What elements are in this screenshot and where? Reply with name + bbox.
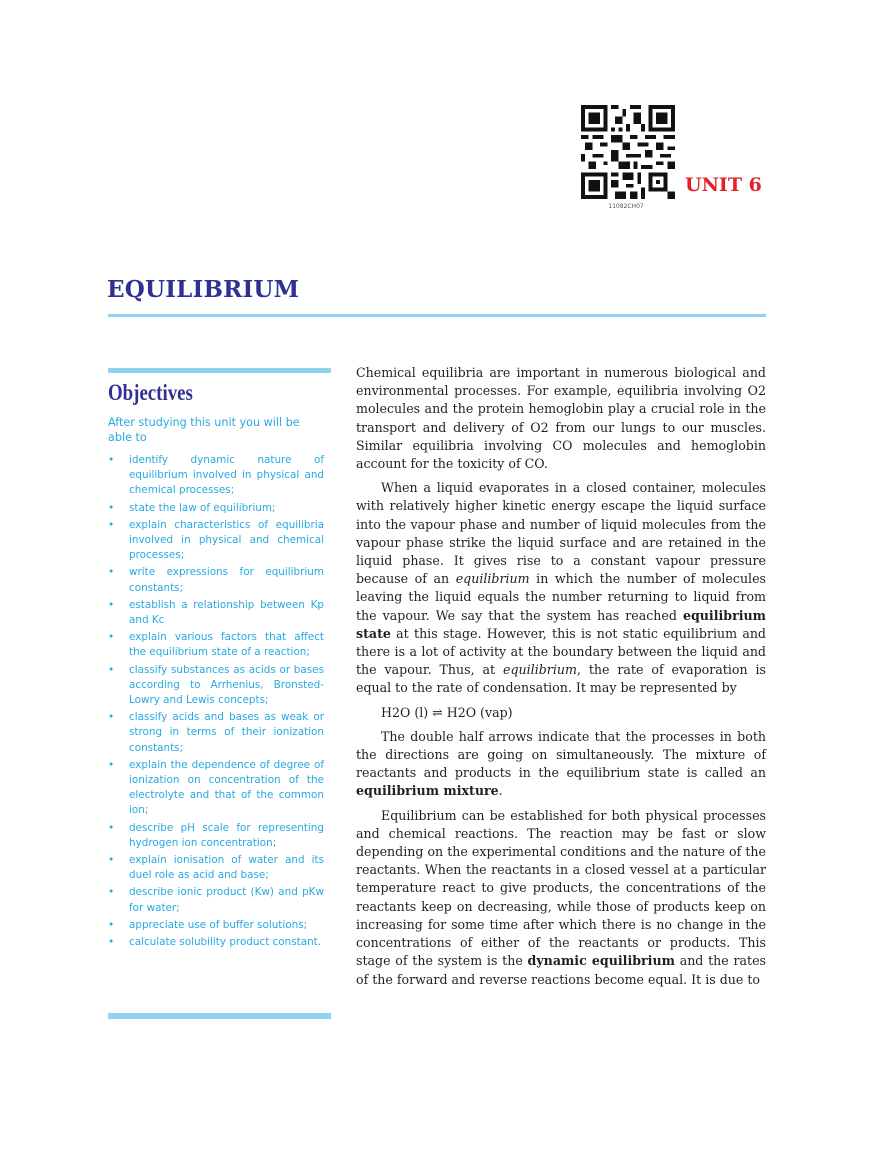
italic-term: equilibrium bbox=[503, 662, 577, 678]
paragraph-2-text: at this stage. However, this is not static equilibrium and there is a lot of activity at the boundary between the liquid and the vapour. Thus, at bbox=[356, 625, 766, 678]
paragraph-4 bbox=[356, 807, 766, 989]
objective-item bbox=[108, 663, 324, 709]
qr-code-image bbox=[581, 105, 675, 199]
bullet-icon: • bbox=[108, 821, 115, 834]
objective-text: identify dynamic nature of equilibrium involved in physical and chemical processes; bbox=[129, 454, 324, 497]
objective-item bbox=[108, 565, 324, 595]
paragraph-4-text: Equilibrium can be established for both physical processes and chemical reactions. The reaction may be fast or slow depending on the experimental conditions and the nature of the reactants. When the reactants in a closed vessel at a particular temperature react to give products, the concentrations of the reactants keep on decreasing, while those of products keep on increasing for some time after which there is no change in the concentrations of either of the reactants or products. This stage of the system is the bbox=[356, 807, 766, 969]
objectives-heading: Objectives bbox=[108, 380, 193, 405]
chapter-title: EQUILIBRIUM bbox=[107, 276, 300, 303]
objective-item bbox=[108, 853, 324, 883]
objective-text: classify substances as acids or bases according to Arrhenius, Bronsted-Lowry and Lewis concepts; bbox=[129, 663, 324, 707]
objective-item bbox=[108, 758, 324, 819]
bold-term: equilibrium state bbox=[356, 607, 766, 641]
paragraph-2-text: When a liquid evaporates in a closed container, molecules with relatively higher kinetic energy escape the liquid surface into the vapour phase and number of liquid molecules from the vapour phase strike the liquid surface and are retained in the liquid phase. It gives rise to a constant vapour pressure because of an bbox=[356, 480, 766, 587]
objective-text: explain characteristics of equilibria involved in physical and chemical processes; bbox=[129, 518, 324, 562]
objective-item bbox=[108, 501, 324, 516]
paragraph-3-text: . bbox=[498, 783, 503, 799]
paragraph-2-text: in which the number of molecules leaving the liquid equals the number returning to liquid from the vapour. We say that the system has reached bbox=[356, 571, 766, 623]
bullet-icon: • bbox=[108, 918, 115, 931]
objective-item bbox=[108, 598, 324, 628]
paragraph-1 bbox=[356, 364, 766, 473]
unit-label: UNIT 6 bbox=[685, 174, 762, 196]
title-divider bbox=[108, 314, 766, 317]
bullet-icon: • bbox=[108, 854, 115, 867]
objective-text: appreciate use of buffer solutions; bbox=[129, 918, 308, 931]
objectives-intro: After studying this unit you will be able to bbox=[108, 416, 300, 445]
paragraph-4-text: and the rates of the forward and reverse reactions become equal. It is due to bbox=[356, 953, 767, 987]
objective-text: classify acids and bases as weak or strong in terms of their ionization constants; bbox=[129, 711, 324, 754]
bullet-icon: • bbox=[108, 886, 115, 899]
paragraph-3-text: The double half arrows indicate that the processes in both the directions are going on simultaneously. The mixture of reactants and products in the equilibrium state is called an bbox=[356, 728, 766, 781]
objective-text: explain ionisation of water and its duel role as acid and base; bbox=[129, 854, 324, 882]
objective-text: describe pH scale for representing hydrogen ion concentration; bbox=[129, 821, 324, 849]
bold-term: equilibrium mixture bbox=[356, 783, 499, 799]
bold-term: dynamic equilibrium bbox=[527, 953, 675, 969]
paragraph-3 bbox=[356, 728, 766, 801]
objective-item bbox=[108, 710, 324, 756]
paragraph-2-text: , the rate of evaporation is equal to the rate of condensation. It may be represented by bbox=[356, 662, 767, 696]
objective-text: calculate solubility product constant. bbox=[129, 936, 322, 949]
bullet-icon: • bbox=[108, 758, 115, 771]
bullet-icon: • bbox=[108, 663, 115, 676]
qr-code-label: 11082CH07 bbox=[608, 203, 644, 210]
bullet-icon: • bbox=[108, 631, 115, 644]
objective-item bbox=[108, 885, 324, 915]
objective-text: establish a relationship between Kp and Kc bbox=[129, 598, 324, 627]
objectives-bottom-bar bbox=[108, 1013, 331, 1019]
bullet-icon: • bbox=[108, 454, 115, 466]
objective-item bbox=[108, 518, 324, 564]
objective-text: explain the dependence of degree of ionization on concentration of the electrolyte and that of the common ion; bbox=[129, 758, 324, 817]
objective-text: describe ionic product (Kw) and pKw for water; bbox=[129, 886, 324, 914]
objectives-list bbox=[108, 453, 324, 952]
objective-item bbox=[108, 918, 324, 933]
bullet-icon: • bbox=[108, 711, 115, 724]
italic-term: equilibrium bbox=[455, 571, 530, 587]
bullet-icon: • bbox=[108, 566, 115, 579]
objective-item bbox=[108, 935, 324, 950]
bullet-icon: • bbox=[108, 518, 115, 531]
paragraph-1-text: Chemical equilibria are important in numerous biological and environmental processes. For example, equilibria involving O2 molecules and the protein hemoglobin play a crucial role in the transport and delivery of O2 from our lungs to our muscles. Similar equilibria involving CO molecules and hemoglobin account for the toxicity of CO. bbox=[356, 365, 766, 472]
objective-item bbox=[108, 821, 324, 851]
bullet-icon: • bbox=[108, 598, 115, 611]
body-text bbox=[356, 364, 766, 995]
objective-text: explain various factors that affect the equilibrium state of a reaction; bbox=[129, 631, 324, 659]
equation: H2O (l) ⇌ H2O (vap) bbox=[381, 704, 513, 720]
objective-text: write expressions for equilibrium constants; bbox=[129, 566, 324, 594]
bullet-icon: • bbox=[108, 936, 115, 949]
paragraph-2 bbox=[356, 479, 766, 697]
objective-item bbox=[108, 453, 324, 499]
objectives-top-bar bbox=[108, 368, 331, 373]
objective-item bbox=[108, 630, 324, 660]
objective-text: state the law of equilibrium; bbox=[129, 501, 276, 514]
bullet-icon: • bbox=[108, 501, 115, 514]
